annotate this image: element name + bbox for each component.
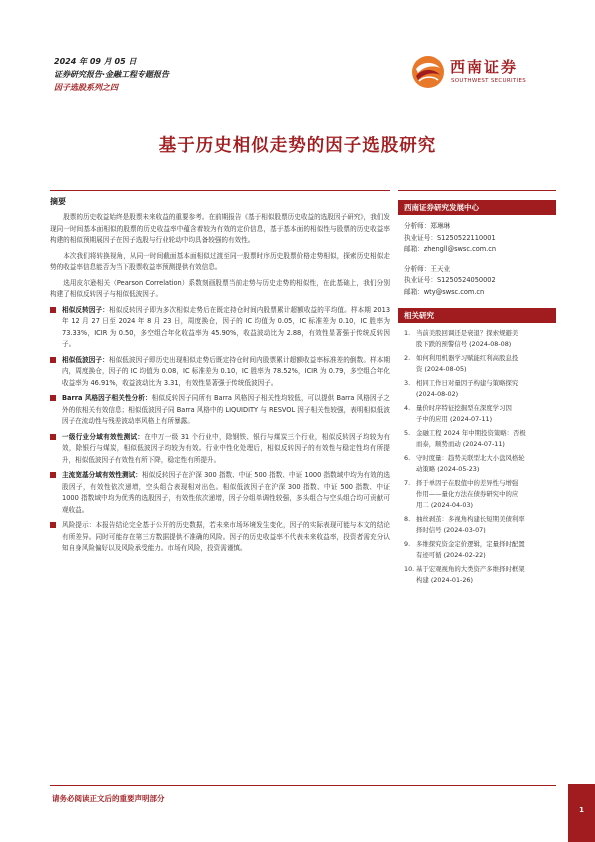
- related-item-line: 金融工程 2024 年中期投资策略：否极: [416, 429, 526, 437]
- related-item-line: 守时度量：趋势关联型北大小盘风格轮: [416, 454, 525, 462]
- bullet-marker-icon: [50, 395, 56, 401]
- bullet-text: 相似反转因子在沪深 300 指数、中证 500 指数、中证 1000 指数域中均为有效的选股因子，有效性依次递增，空头组合表现相对出色。相似低波因子在沪深 300 指数、中证 500 指数、中证 1000 指数域中均为优秀的选股因子，有效性依次递增，因子分组单调性较强，多头组合与空头组合均可贡献可观收益。: [62, 471, 391, 514]
- bullet-marker-icon: [50, 472, 56, 478]
- related-item-number: 3.: [404, 379, 411, 387]
- related-item-title[interactable]: [416, 378, 518, 400]
- bullet-text: 相似反转因子即为多次相似走势后在既定持仓时间内股票累计超额收益的平均值。样本期 2013 年 12 月 27 日至 2024 年 8 月 23 日，周度换仓，因子的 IC 均值为 0.05，IC 标准差为 0.10，IC 胜率为 73.33%，ICIR 为 0.50，多空组合年化收益率为 45.90%，收益波动比为 2.88，有效性显著强于传统反转因子。: [62, 305, 391, 348]
- page-number: 1: [579, 806, 584, 814]
- logo-emblem-icon: [410, 54, 446, 90]
- related-research-item[interactable]: [404, 403, 554, 425]
- bullet-marker-icon: [50, 522, 56, 528]
- related-item-line: 子中的应用 (2024-07-11): [416, 415, 493, 423]
- analyst-cert: 执业证号：S1250524050002: [404, 276, 496, 284]
- logo-text-cn: 西南证券: [450, 58, 519, 76]
- bullet-text: 在中万一级 31 个行业中，除钢铁、银行与煤炭三个行业，相似反转因子均较为有效，除银行与煤炭，相似低波因子均较为有效。行业中性化处理后，相似反转因子的有效性与稳定性均有所提升，相似低波因子有效性有所下降，稳定性有所提升。: [62, 432, 390, 464]
- bullet-industry-test: [50, 432, 390, 467]
- related-item-line: 作用——量化方法在债券研究中的应: [416, 490, 519, 498]
- related-item-title[interactable]: [416, 478, 518, 511]
- related-item-number: 7.: [404, 479, 411, 487]
- bullet-similar-reversal: [50, 305, 390, 351]
- bullet-barra-correlation: [50, 393, 390, 428]
- analyst-name: 分析师：王天业: [404, 264, 451, 273]
- related-item-line: 基于宏观视角的大类资产多维择时框架: [416, 565, 525, 573]
- analyst-cert: 执业证号：S1250522110001: [404, 233, 496, 242]
- related-item-title[interactable]: [416, 428, 526, 450]
- related-research-item[interactable]: [404, 539, 554, 561]
- related-item-number: 6.: [404, 454, 411, 462]
- report-date: 2024 年 09 月 05 日: [54, 57, 137, 66]
- related-item-line: (2024-08-02): [416, 390, 459, 398]
- bullet-heading: Barra 风格因子相关性分析：: [62, 394, 152, 402]
- analyst-email[interactable]: 邮箱：zhengll@swsc.com.cn: [404, 245, 497, 253]
- analyst-block-1: [398, 215, 556, 256]
- related-item-title[interactable]: [416, 328, 518, 350]
- bullet-heading: 主流宽基分域有效性测试：: [62, 471, 142, 479]
- related-item-title[interactable]: [416, 453, 525, 475]
- related-item-line: 而泰，顺势而动 (2024-07-11): [416, 440, 505, 448]
- logo-text-en: SOUTHWEST SECURITIES: [451, 78, 527, 84]
- report-type: 证券研究报告·金融工程专题报告: [54, 70, 170, 79]
- related-item-number: 4.: [404, 404, 411, 412]
- bullet-text: 相似反转因子同所有 Barra 风格因子相关性均较低，可以提供 Barra 风格因子之外的依相关有效信息；相似低波因子同 Barra 风格中的 LIQUIDITY 与 RESVOL 因子相关性较强，表明相似低波因子在流动性与残差波动率风格上有所暴露。: [62, 394, 390, 425]
- footer-disclaimer: 请务必阅读正文后的重要声明部分: [52, 794, 165, 803]
- bullet-marker-icon: [50, 434, 56, 440]
- research-center-header: 西南证券研究发展中心: [398, 200, 556, 215]
- bullet-text: 风险提示：本报告结论完全基于公开的历史数据，若未来市场环境发生变化，因子的实际表现可能与本文的结论有所差异。同时可能存在第三方数据提供不准确的风险。因子的历史收益率不代表未来收益率，投资者需充分认知自身风险偏好以及风险承受能力。市场有风险，投资需谨慎。: [62, 521, 390, 552]
- related-item-title[interactable]: [416, 403, 512, 425]
- bullet-text: 相似低波因子即历史出现相似走势后既定持仓时间内股票累计超额收益率标准差的倒数。样本期内，周度换仓，因子的 IC 均值为 0.08，IC 标准差为 0.10，IC 胜率为 78.52%，ICIR 为 0.79，多空组合年化收益率为 46.91%，收益波动比为 3.31，有效性显著强于传统低波因子。: [62, 355, 391, 387]
- related-item-title[interactable]: [416, 539, 525, 561]
- abstract-section: [50, 196, 390, 555]
- related-research-header: 相关研究: [398, 308, 556, 323]
- bullet-risk-warning: [50, 520, 390, 555]
- related-item-line: 量价时序特征挖掘型在深度学习因: [416, 404, 512, 412]
- related-research-item[interactable]: [404, 428, 554, 450]
- related-research-item[interactable]: [404, 378, 554, 400]
- abstract-paragraph-1: 股票的历史收益始终是股票未来收益的重要参考。在前期报告《基于相似股票历史收益的选股因子研究》，我们发现同一时间基本面相似的股票的历史收益率中蕴含着较为有效的定价信息，基于基本面的相似性与股票的历史收益率构建的相似预期展因子在因子选股与行业轮动中均具备较强的有效性。: [50, 213, 390, 244]
- related-item-title[interactable]: [416, 353, 518, 375]
- related-item-line: 股下跌的预警信号 (2024-08-08): [416, 340, 512, 348]
- report-title: 基于历史相似走势的因子选股研究: [158, 136, 437, 156]
- related-item-title[interactable]: [416, 564, 525, 586]
- bullet-heading: 相似低波因子：: [62, 355, 109, 364]
- report-series: 因子选股系列之四: [54, 83, 118, 92]
- related-item-line: 择于单因子在股值中的差异性与增强: [416, 479, 519, 487]
- related-research-item[interactable]: [404, 353, 554, 375]
- related-item-line: 构建 (2024-01-26): [416, 576, 473, 584]
- related-item-number: 8.: [404, 515, 411, 523]
- related-item-line: 资 (2024-08-05): [416, 365, 467, 373]
- related-item-line: 动策略 (2024-05-23): [416, 465, 480, 473]
- related-item-number: 1.: [404, 329, 411, 337]
- related-research-list: [398, 323, 556, 586]
- sidebar-top-rule: [398, 190, 556, 191]
- company-logo: [410, 50, 560, 96]
- bullet-heading: 一级行业分域有效性测试：: [62, 432, 145, 441]
- sidebar: [398, 200, 556, 589]
- related-item-line: 择时信号 (2024-03-07): [416, 526, 486, 534]
- analyst-name: 分析师：郑琳琳: [404, 222, 451, 230]
- bullet-heading: 相似反转因子：: [62, 305, 110, 314]
- related-item-title[interactable]: [416, 514, 525, 536]
- bullet-marker-icon: [50, 357, 56, 363]
- page-edge-tab: [568, 784, 595, 842]
- related-item-number: 9.: [404, 540, 411, 548]
- related-item-line: 相同工作日对量因子构建与策略探究: [416, 379, 519, 387]
- related-item-number: 2.: [404, 354, 411, 362]
- related-item-line: 有迹可循 (2024-02-22): [416, 551, 486, 559]
- analyst-block-2: [398, 256, 556, 299]
- related-item-line: 用二 (2024-04-03): [416, 501, 473, 509]
- analyst-email[interactable]: 邮箱：wty@swsc.com.cn: [404, 287, 485, 296]
- abstract-paragraph-3: 选用皮尔逊相关（Pearson Correlation）系数刻画股票当前走势与历史走势的相似性，在此基础上，我们分别构建了相似反转因子与相似低波因子。: [50, 278, 390, 298]
- bullet-index-test: [50, 470, 390, 516]
- related-item-line: 抽丝剥茧：多视角构建长短期美债利率: [416, 515, 525, 523]
- bullet-marker-icon: [50, 307, 56, 313]
- related-item-line: 多维探究资金定价逻辑，定量择时配置: [416, 540, 525, 548]
- related-research-item[interactable]: [404, 328, 554, 350]
- abstract-top-rule: [50, 190, 390, 191]
- abstract-label: 摘要: [50, 197, 66, 206]
- related-item-line: 当前美股回调还是衰退？探索规避美: [416, 329, 519, 337]
- related-item-number: 10.: [404, 565, 415, 573]
- footer-rule: [50, 785, 556, 786]
- related-item-line: 如何利用机器学习赋能红利高股息投: [416, 354, 519, 362]
- related-research-item[interactable]: [404, 478, 554, 511]
- related-research-item[interactable]: [404, 514, 554, 536]
- related-research-item[interactable]: [404, 564, 554, 586]
- abstract-paragraph-2: 本次我们将转换视角，从同一时间截面基本面相似过渡至同一股票时序历史股票价格走势相似，探索历史相似走势的收益率信息能否为当下股票收益率预测提供有效信息。: [50, 251, 390, 271]
- related-research-item[interactable]: [404, 453, 554, 475]
- related-item-number: 5.: [404, 429, 411, 437]
- bullet-similar-lowvol: [50, 355, 390, 390]
